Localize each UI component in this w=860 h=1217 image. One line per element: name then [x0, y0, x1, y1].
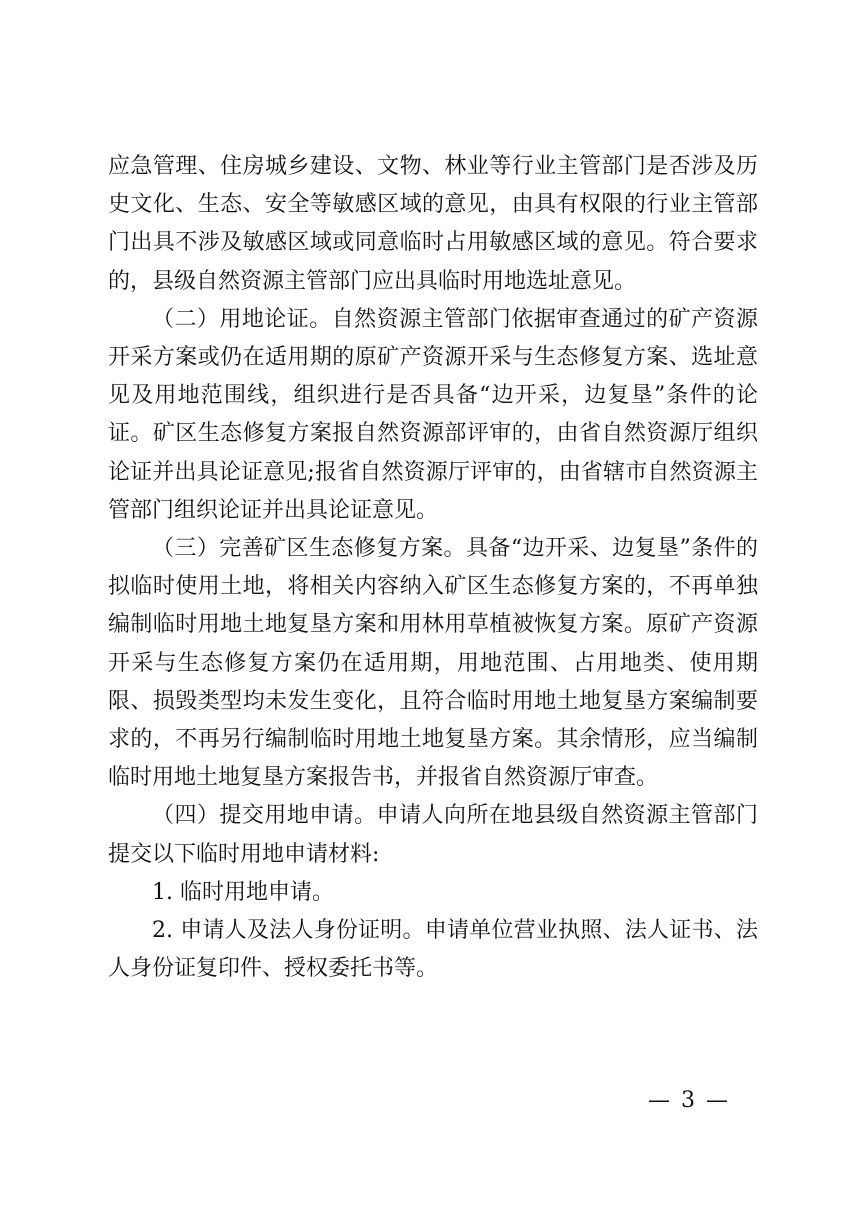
document-body: [108, 148, 758, 988]
list-item-1: [108, 874, 758, 912]
paragraph-continuation: [108, 148, 758, 301]
list-item-text: 1. 临时用地申请。: [152, 879, 334, 905]
paragraph-land-use-verification: [108, 301, 758, 530]
section-heading-2: （二）用地论证。: [152, 306, 332, 332]
list-item-2: [108, 912, 758, 988]
paragraph-submit-application: [108, 797, 758, 873]
paragraph-text: 申请人向所在地县级自然资源主管部门提交以下临时用地申请材料:: [108, 803, 758, 867]
paragraph-text: 具备“边开采、边复垦”条件的拟临时使用土地，将相关内容纳入矿区生态修复方案的，不再单独编制临时用地土地复垦方案和用林用草植被恢复方案。原矿产资源开采与生态修复方案仍在适用期，用地范围、占用地类、使用期限、损毁类型均未发生变化，且符合临时用地土地复垦方案编制要求的，不再另行编制临时用地土地复垦方案。其余情形，应当编制临时用地土地复垦方案报告书，并报省自然资源厅审查。: [108, 536, 758, 791]
paragraph-improve-restoration-plan: [108, 530, 758, 797]
section-heading-3: （三）完善矿区生态修复方案。: [152, 536, 466, 562]
paragraph-text: 自然资源主管部门依据审查通过的矿产资源开采方案或仍在适用期的原矿产资源开采与生态修复方案、选址意见及用地范围线，组织进行是否具备“边开采，边复垦”条件的论证。矿区生态修复方案报自然资源部评审的，由省自然资源厅组织论证并出具论证意见;报省自然资源厅评审的，由省辖市自然资源主管部门组织论证并出具论证意见。: [108, 306, 758, 523]
page-number: — 3 —: [648, 1088, 730, 1113]
list-item-text: 2. 申请人及法人身份证明。申请单位营业执照、法人证书、法人身份证复印件、授权委托书等。: [108, 918, 758, 982]
section-heading-4: （四）提交用地申请。: [152, 803, 377, 829]
paragraph-text: 应急管理、住房城乡建设、文物、林业等行业主管部门是否涉及历史文化、生态、安全等敏感区域的意见，由具有权限的行业主管部门出具不涉及敏感区域或同意临时占用敏感区域的意见。符合要求的，县级自然资源主管部门应出具临时用地选址意见。: [108, 154, 758, 294]
